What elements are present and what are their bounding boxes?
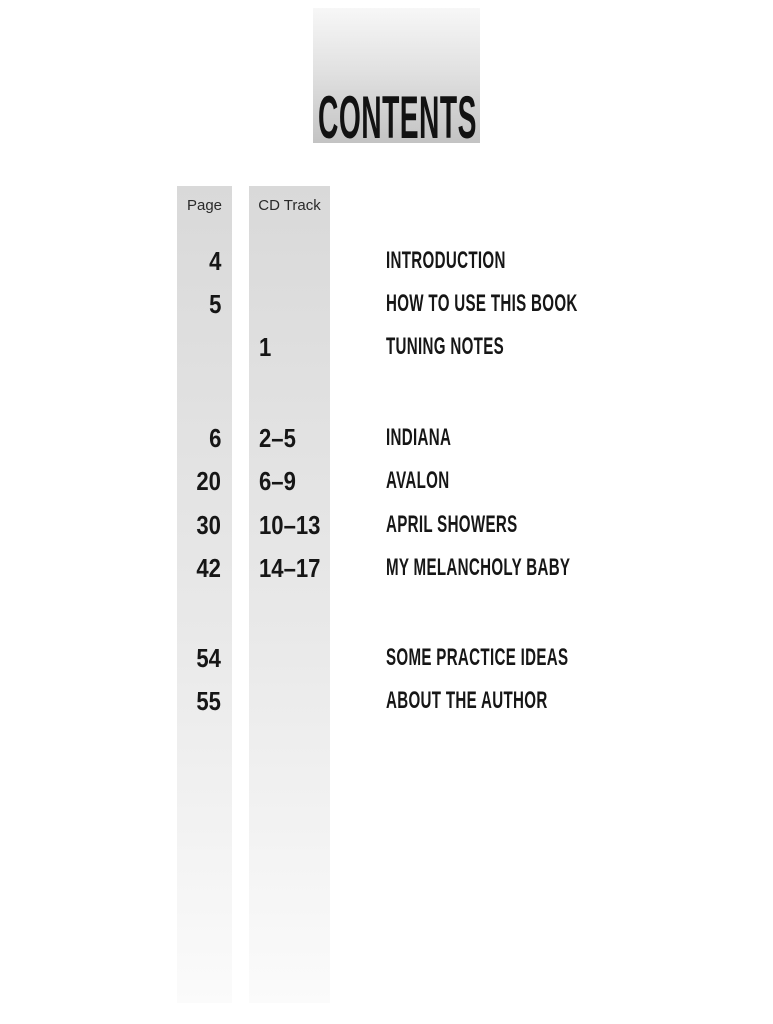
- cd-track-cell: [259, 555, 329, 581]
- page-number-cell: [177, 425, 221, 451]
- cd-track-cell: [259, 248, 329, 274]
- entry-title-cell: [386, 688, 726, 714]
- cd-track-number: 1: [259, 332, 272, 362]
- page-number: 20: [196, 466, 221, 496]
- entry-title-cell: [386, 425, 726, 451]
- cd-track-cell: [259, 645, 329, 671]
- entry-title-cell: [386, 468, 726, 494]
- entry-title-cell: [386, 291, 726, 317]
- table-row: [0, 291, 773, 317]
- table-row: [0, 555, 773, 581]
- page-number-cell: [177, 291, 221, 317]
- page-number: 55: [196, 686, 221, 716]
- table-row: [0, 468, 773, 494]
- entry-title-cell: [386, 248, 726, 274]
- entry-title: ABOUT THE AUTHOR: [386, 687, 548, 714]
- page-number: 5: [208, 289, 221, 319]
- entry-title: SOME PRACTICE IDEAS: [386, 644, 569, 671]
- table-row: [0, 334, 773, 360]
- cd-track-cell: [259, 334, 329, 360]
- page-title: CONTENTS: [318, 84, 477, 151]
- cd-track-cell: [259, 468, 329, 494]
- cd-track-column-header: CD Track: [258, 197, 321, 214]
- page-number-cell: [177, 468, 221, 494]
- cd-track-cell: [259, 291, 329, 317]
- page-number-cell: [177, 248, 221, 274]
- entry-title: AVALON: [386, 467, 450, 494]
- cd-track-number: 14–17: [259, 553, 321, 583]
- table-row: [0, 688, 773, 714]
- cd-track-cell: [259, 425, 329, 451]
- page-number: 4: [208, 246, 221, 276]
- entry-title-cell: [386, 645, 726, 671]
- contents-banner: [313, 8, 480, 151]
- entry-title-cell: [386, 512, 726, 538]
- entry-title: INDIANA: [386, 424, 452, 451]
- page-number-cell: [177, 555, 221, 581]
- page-number: 54: [196, 643, 221, 673]
- cd-track-number: 2–5: [259, 423, 296, 453]
- cd-track-cell: [259, 512, 329, 538]
- entry-title-cell: [386, 334, 726, 360]
- page-number: 42: [196, 553, 221, 583]
- cd-track-cell: [259, 688, 329, 714]
- entry-title: APRIL SHOWERS: [386, 511, 518, 538]
- table-row: [0, 512, 773, 538]
- entry-title: TUNING NOTES: [386, 333, 505, 360]
- page-number: 30: [196, 510, 221, 540]
- entry-title: HOW TO USE THIS BOOK: [386, 290, 578, 317]
- page-number-cell: [177, 645, 221, 671]
- entry-title: INTRODUCTION: [386, 247, 506, 274]
- page-number-cell: [177, 512, 221, 538]
- cd-track-number: 6–9: [259, 466, 296, 496]
- table-row: [0, 248, 773, 274]
- table-row: [0, 425, 773, 451]
- page-number: 6: [208, 423, 221, 453]
- cd-track-number: 10–13: [259, 510, 321, 540]
- table-row: [0, 645, 773, 671]
- page-column-header: Page: [186, 197, 223, 214]
- entry-title-cell: [386, 555, 726, 581]
- entry-title: MY MELANCHOLY BABY: [386, 554, 571, 581]
- page-number-cell: [177, 334, 221, 360]
- page-number-cell: [177, 688, 221, 714]
